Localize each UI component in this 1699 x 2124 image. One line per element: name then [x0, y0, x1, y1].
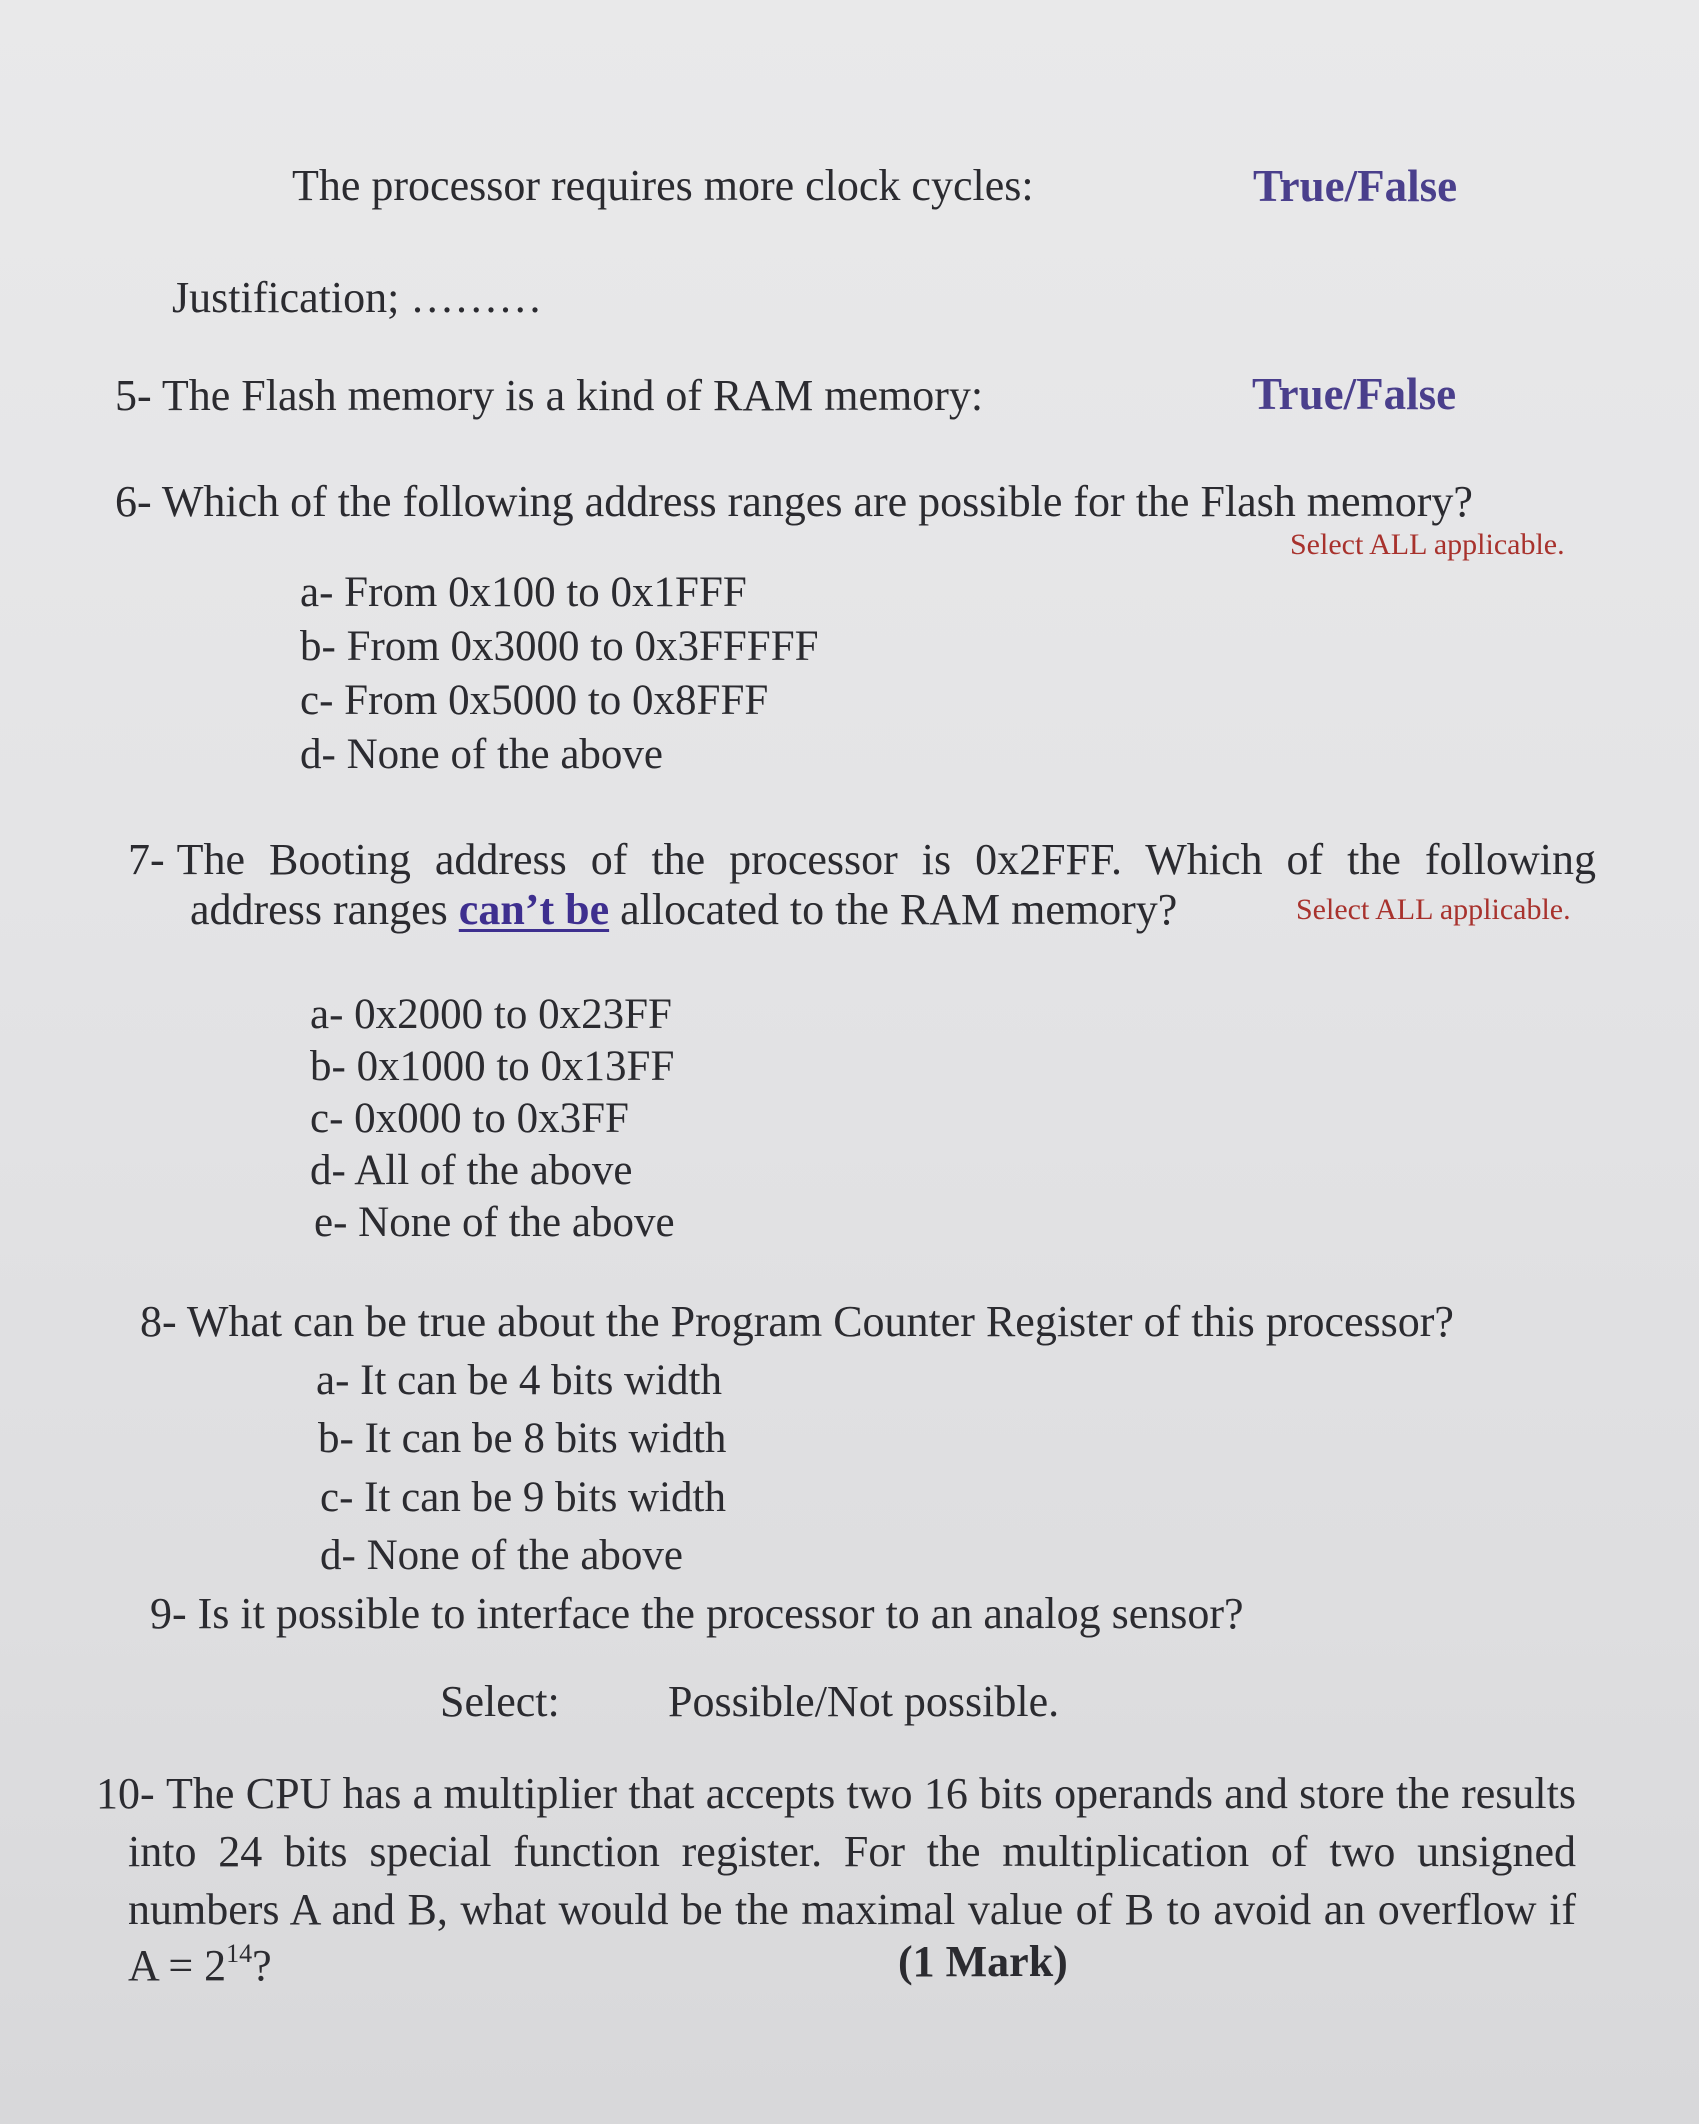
q7-option-a[interactable]: [310, 990, 672, 1039]
q8-question: [140, 1296, 1454, 1347]
q8-option-a-letter: a-: [316, 1357, 350, 1404]
q7-option-c-text: 0x000 to 0x3FF: [354, 1095, 629, 1142]
q7-option-b[interactable]: [310, 1042, 674, 1091]
q8-option-a[interactable]: [316, 1356, 722, 1405]
q6-option-b[interactable]: [300, 622, 819, 671]
q8-text: What can be true about the Program Counter Register of this processor?: [186, 1297, 1454, 1346]
q8-option-c-letter: c-: [320, 1474, 354, 1521]
q4-answer-true-false[interactable]: True/False: [1253, 161, 1458, 211]
q6-option-b-text: From 0x3000 to 0x3FFFFF: [346, 623, 819, 670]
q6-option-d-letter: d-: [300, 731, 336, 778]
q7-select-all-note: Select ALL applicable.: [1296, 893, 1571, 926]
q7-question-line2: [190, 884, 1177, 935]
q6-option-c-text: From 0x5000 to 0x8FFF: [344, 677, 769, 724]
q8-option-b[interactable]: [318, 1414, 726, 1463]
q7-option-d[interactable]: [310, 1146, 632, 1195]
q7-option-c[interactable]: [310, 1094, 629, 1143]
q6-option-a-text: From 0x100 to 0x1FFF: [344, 569, 747, 616]
q10-text-line1: The CPU has a multiplier that accepts two 16 bits operands and store the results: [166, 1769, 1576, 1818]
q10-equation-exponent: 14: [226, 1939, 253, 1968]
q7-option-d-letter: d-: [310, 1147, 346, 1194]
q6-option-d-text: None of the above: [346, 731, 663, 778]
q6-option-b-letter: b-: [300, 623, 336, 670]
q8-option-d-text: None of the above: [366, 1532, 683, 1579]
q9-number: 9-: [150, 1589, 187, 1638]
q9-text: Is it possible to interface the processor to an analog sensor?: [197, 1589, 1244, 1638]
q8-option-c-text: It can be 9 bits width: [364, 1474, 727, 1521]
q8-number: 8-: [140, 1297, 177, 1346]
q6-option-a-letter: a-: [300, 569, 334, 616]
q7-option-b-text: 0x1000 to 0x13FF: [356, 1043, 675, 1090]
q6-select-all-note: Select ALL applicable.: [1290, 528, 1565, 561]
q6-text: Which of the following address ranges are possible for the Flash memory?: [161, 477, 1473, 526]
q7-text-line2-after: allocated to the RAM memory?: [609, 885, 1178, 934]
q7-option-e[interactable]: [314, 1198, 675, 1247]
q10-number: 10-: [96, 1769, 155, 1818]
q10-text-line4: [128, 1940, 272, 1991]
q8-option-d[interactable]: [320, 1531, 683, 1580]
q7-option-c-letter: c-: [310, 1095, 344, 1142]
q7-text-line2-before: address ranges: [190, 885, 459, 934]
q9-select-label: Select:: [440, 1677, 560, 1726]
q5-text: The Flash memory is a kind of RAM memory:: [161, 371, 984, 420]
q8-option-b-text: It can be 8 bits width: [364, 1415, 727, 1462]
q7-option-d-text: All of the above: [354, 1147, 633, 1194]
q6-option-a[interactable]: [300, 568, 747, 617]
q7-option-a-letter: a-: [310, 991, 344, 1038]
q5-number: 5-: [115, 371, 152, 420]
q7-option-a-text: 0x2000 to 0x23FF: [354, 991, 672, 1038]
q7-option-e-letter: e-: [314, 1199, 348, 1246]
q7-emphasis-cant-be: can’t be: [458, 885, 610, 934]
q9-question: [150, 1588, 1244, 1639]
q8-option-a-text: It can be 4 bits width: [360, 1357, 723, 1404]
q6-option-d[interactable]: [300, 730, 663, 779]
q7-text-line1: The Booting address of the processor is 0x2FFF. Which of the following: [176, 835, 1596, 884]
q8-option-b-letter: b-: [318, 1415, 354, 1462]
q10-text-line3: numbers A and B, what would be the maximal value of B to avoid an overflow if: [128, 1885, 1576, 1934]
q6-option-c-letter: c-: [300, 677, 334, 724]
q9-select-possible-not-possible[interactable]: Possible/Not possible.: [668, 1677, 1060, 1726]
q8-option-d-letter: d-: [320, 1532, 356, 1579]
q10-text-line2: into 24 bits special function register. For the multiplication of two unsigned: [128, 1827, 1576, 1876]
q6-option-c[interactable]: [300, 676, 768, 725]
q7-option-e-text: None of the above: [358, 1199, 675, 1246]
q7-question-line1: [128, 834, 1596, 885]
q6-question: [115, 476, 1473, 527]
q5-answer-true-false[interactable]: True/False: [1252, 369, 1457, 419]
q6-number: 6-: [115, 477, 152, 526]
q10-marks: (1 Mark): [898, 1937, 1068, 1986]
q10-equation-base: A = 2: [128, 1941, 227, 1990]
q5-question: [115, 370, 983, 421]
q10-equation-end: ?: [252, 1941, 272, 1990]
q8-option-c[interactable]: [320, 1473, 726, 1522]
q4-justification[interactable]: Justification; ………: [172, 273, 543, 322]
q7-option-b-letter: b-: [310, 1043, 346, 1090]
q4-statement: The processor requires more clock cycles:: [292, 161, 1034, 210]
q7-number: 7-: [128, 835, 165, 884]
